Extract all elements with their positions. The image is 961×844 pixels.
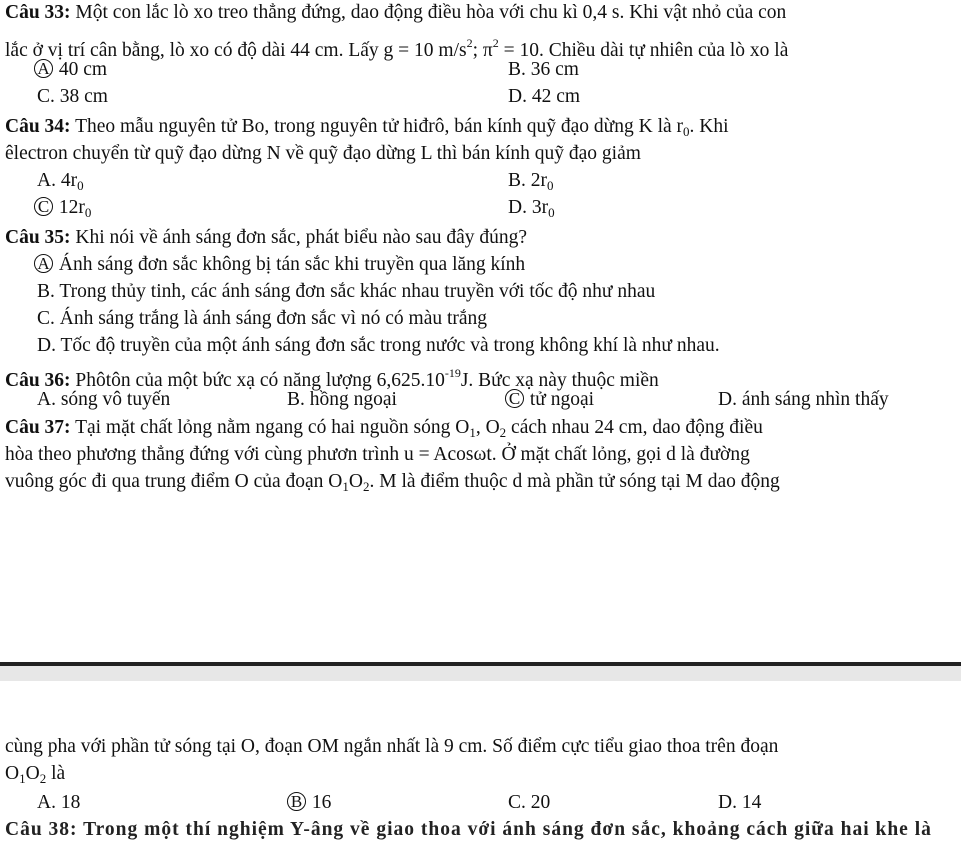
q35-option-d-text: Tốc độ truyền của một ánh sáng đơn sắc trong nước và trong không khí là như nhau.: [60, 335, 720, 356]
q35-option-a-text: Ánh sáng đơn sắc không bị tán sắc khi truyền qua lăng kính: [58, 254, 526, 275]
q37-option-a[interactable]: [37, 790, 80, 816]
q35-option-a[interactable]: [37, 252, 525, 278]
q35-option-c[interactable]: [37, 306, 487, 332]
q34-option-b-coef: 2r: [530, 170, 548, 191]
q37-s1: 1: [342, 479, 349, 494]
q37-text-1b: , O: [475, 417, 500, 438]
q33-line-2: [5, 30, 788, 64]
q37-s2: 2: [362, 479, 370, 494]
q37-o2-sub: 2: [499, 425, 507, 440]
q37-option-c[interactable]: [508, 790, 550, 816]
q34-option-d[interactable]: [508, 195, 555, 226]
q33-option-b-letter: B.: [508, 59, 526, 80]
q33-text-2b: . Chiều dài tự nhiên của lò xo là: [538, 40, 789, 61]
q35-label: Câu 35:: [5, 227, 71, 248]
q37-line-2: [5, 442, 750, 468]
q35-option-c-text: Ánh sáng trắng là ánh sáng đơn sắc vì nó có màu trắng: [59, 308, 488, 329]
q34-option-a-coef: 4r: [60, 170, 78, 191]
q37-text-4: cùng pha với phần tử sóng tại O, đoạn OM ngắn nhất là 9 cm. Số điểm cực tiểu giao thoa trên đoạn: [5, 736, 779, 757]
q35-option-a-letter: A: [34, 254, 53, 273]
q37-text-2b: . Ở mặt chất lỏng, gọi d là đường: [491, 444, 750, 465]
q34-option-b-value: [531, 170, 554, 191]
q33-option-a-letter: A: [34, 59, 53, 78]
q37-text-3b: O: [348, 471, 363, 492]
q36-option-c-text: tử ngoại: [529, 389, 595, 410]
q33-option-b-text: 36 cm: [530, 59, 579, 80]
page-break-line: [0, 662, 961, 666]
q36-option-c-letter: C: [505, 389, 524, 408]
q34-text-2: êlectron chuyển từ quỹ đạo dừng N về quỹ đạo dừng L thì bán kính quỹ đạo giảm: [5, 143, 641, 164]
q34-text-1: Theo mẫu nguyên tử Bo, trong nguyên tử hiđrô, bán kính quỹ đạo dừng K là: [75, 116, 672, 137]
q34-line-2: [5, 141, 641, 167]
q37-option-d-text: 14: [741, 792, 762, 813]
q33-option-d-text: 42 cm: [531, 86, 581, 107]
q37-line-3: [5, 469, 780, 500]
q36-text-1a: Phôtôn của một bức xạ có năng lượng: [75, 370, 372, 391]
q36-text-1b: . Bức xạ này thuộc miền: [468, 370, 659, 391]
q36-option-d-letter: D.: [718, 389, 737, 410]
q38-cut-line: [5, 818, 961, 840]
q36-option-c[interactable]: [508, 387, 594, 413]
q33-pi-text: ; π: [472, 40, 493, 61]
q34-r-main: r: [676, 116, 684, 137]
q37-text-1c: cách nhau 24 cm, dao động điều: [506, 417, 763, 438]
q36-option-a-letter: A.: [37, 389, 56, 410]
q37-line-5: [5, 761, 65, 792]
q35-line-1: [5, 225, 527, 251]
q37-option-b-text: 16: [311, 792, 332, 813]
q34-option-a-value: [61, 170, 84, 191]
q37-text-5a: O: [5, 763, 20, 784]
q33-option-c[interactable]: [37, 84, 108, 110]
q34-option-d-sub: 0: [548, 205, 555, 220]
q34-option-b-letter: B.: [508, 170, 526, 191]
q37-option-a-text: 18: [60, 792, 81, 813]
q33-option-d[interactable]: [508, 84, 580, 110]
q35-option-b-letter: B.: [37, 281, 55, 302]
q37-option-d-letter: D.: [718, 792, 737, 813]
q36-option-b[interactable]: [287, 387, 397, 413]
q35-option-c-letter: C.: [37, 308, 55, 329]
q34-option-c[interactable]: [37, 195, 91, 226]
q33-option-b[interactable]: [508, 57, 579, 83]
q34-option-d-letter: D.: [508, 197, 527, 218]
q37-text-1a: Tại mặt chất lỏng nằm ngang có hai nguồn sóng O: [75, 417, 470, 438]
q35-option-b[interactable]: [37, 279, 655, 305]
q33-line-1: [5, 0, 786, 26]
q37-option-d[interactable]: [718, 790, 761, 816]
q34-option-a-letter: A.: [37, 170, 56, 191]
q34-option-c-letter: C: [34, 197, 53, 216]
q36-energy-exp: -19: [444, 366, 461, 380]
q34-option-c-value: [59, 197, 92, 218]
q34-option-d-coef: 3r: [531, 197, 549, 218]
q37-option-c-letter: C.: [508, 792, 526, 813]
q33-option-a-text: 40 cm: [58, 59, 108, 80]
q33-g-exp: 2: [466, 36, 473, 50]
q36-option-d-text: ánh sáng nhìn thấy: [741, 389, 889, 410]
q33-g-text: g = 10 m/s: [383, 40, 467, 61]
q37-option-a-letter: A.: [37, 792, 56, 813]
q36-option-a-text: sóng vô tuyến: [60, 389, 171, 410]
q36-energy-unit: J: [460, 370, 469, 391]
q37-text-5c: là: [46, 763, 66, 784]
q37-line-4: [5, 734, 778, 760]
q37-line5-s1: 1: [19, 771, 26, 786]
q34-r0: [677, 116, 690, 137]
q37-text-5b: O: [25, 763, 40, 784]
q37-option-c-text: 20: [530, 792, 551, 813]
q33-option-d-letter: D.: [508, 86, 527, 107]
q35-option-b-text: Trong thủy tinh, các ánh sáng đơn sắc khác nhau truyền với tốc độ như nhau: [59, 281, 656, 302]
q34-text-1-end: . Khi: [689, 116, 729, 137]
q37-o1-sub: 1: [469, 425, 476, 440]
q37-option-b-letter: B: [287, 792, 306, 811]
q35-option-d-letter: D.: [37, 335, 56, 356]
q33-text-2a: lắc ở vị trí cân bằng, lò xo có độ dài 44 cm. Lấy: [5, 40, 379, 61]
q35-text-1: Khi nói về ánh sáng đơn sắc, phát biểu nào sau đây đúng?: [75, 227, 528, 248]
q36-energy-mantissa: 6,625.10: [376, 370, 445, 391]
q36-option-d[interactable]: [718, 387, 889, 413]
q34-option-a-sub: 0: [77, 178, 84, 193]
q37-text-3c: . M là điểm thuộc d mà phần tử sóng tại M dao động: [369, 471, 780, 492]
q36-option-b-text: hồng ngoại: [309, 389, 397, 410]
q34-option-b-sub: 0: [547, 178, 554, 193]
q34-option-d-value: [532, 197, 555, 218]
q33-pi-exp: 2: [492, 36, 499, 50]
q34-label: Câu 34:: [5, 116, 71, 137]
q33-option-a[interactable]: [37, 57, 107, 83]
q37-equation: u = Acosωt: [403, 444, 492, 465]
q37-option-b[interactable]: [290, 790, 331, 816]
q37-text-2a: hòa theo phương thẳng đứng với cùng phươn trình: [5, 444, 400, 465]
q36-option-a[interactable]: [37, 387, 170, 413]
q34-option-c-sub: 0: [84, 205, 92, 220]
q38-cut-text: Câu 38: Trong một thí nghiệm Y-âng về giao thoa với ánh sáng đơn sắc, khoảng cách giữa hai khe là: [5, 819, 932, 840]
q36-label: Câu 36:: [5, 370, 71, 391]
q35-option-d[interactable]: [37, 333, 720, 359]
q37-label: Câu 37:: [5, 417, 71, 438]
q33-label: Câu 33:: [5, 2, 71, 23]
q33-option-c-letter: C.: [37, 86, 55, 107]
q37-line5-s2: 2: [39, 771, 47, 786]
q33-option-c-text: 38 cm: [59, 86, 108, 107]
q37-text-3a: vuông góc đi qua trung điểm O của đoạn O: [5, 471, 343, 492]
q34-option-c-coef: 12r: [58, 197, 85, 218]
q36-option-b-letter: B.: [287, 389, 305, 410]
q33-text-1: Một con lắc lò xo treo thẳng đứng, dao động điều hòa với chu kì 0,4 s. Khi vật nhỏ của con: [75, 2, 787, 23]
q33-pi-eq: = 10: [498, 40, 539, 61]
q34-r-sub: 0: [683, 124, 690, 139]
